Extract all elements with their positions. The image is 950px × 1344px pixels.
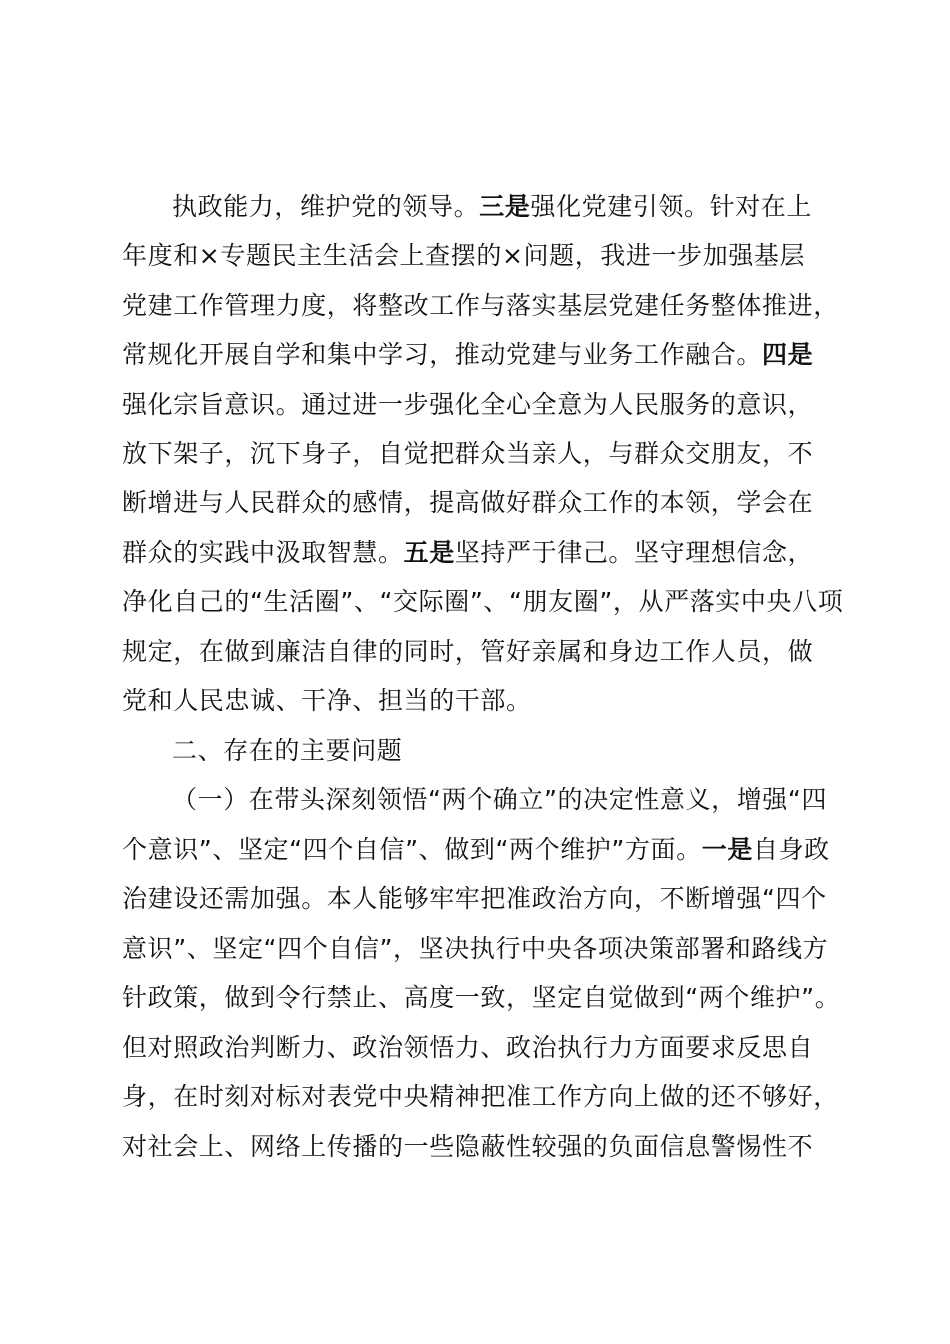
paragraph-line xyxy=(122,879,827,919)
paragraph-line xyxy=(122,929,828,969)
paragraph-line xyxy=(122,236,805,276)
paragraph-line xyxy=(122,632,813,672)
paragraph-line xyxy=(122,978,840,1018)
paragraph-line xyxy=(122,830,830,870)
text-run: 强化宗旨意识。通过进一步强化全心全意为人民服务的意识， xyxy=(122,390,814,419)
bold-keyword: 三是 xyxy=(479,192,531,221)
bold-keyword: 四是 xyxy=(762,340,814,369)
paragraph-line xyxy=(122,582,843,622)
paragraph-line xyxy=(122,335,813,375)
text-run: （一）在带头深刻领悟“两个确立”的决定性意义，增强“四 xyxy=(172,785,828,814)
text-run: 身，在时刻对标对表党中央精神把准工作方向上做的还不够好， xyxy=(122,1082,839,1111)
text-run: 党建工作管理力度，将整改工作与落实基层党建任务整体推进， xyxy=(122,291,839,320)
text-run: 对社会上、网络上传播的一些隐蔽性较强的负面信息警惕性不 xyxy=(122,1132,814,1161)
text-run: 年度和×专题民主生活会上查摆的×问题，我进一步加强基层 xyxy=(122,241,806,270)
text-run: 自身政 xyxy=(752,835,830,864)
text-run: 意识”、坚定“四个自信”，坚决执行中央各项决策部署和路线方 xyxy=(122,934,829,963)
text-run: 个意识”、坚定“四个自信”、做到“两个维护”方面。 xyxy=(122,835,702,864)
paragraph-line xyxy=(122,483,813,523)
text-run: 党和人民忠诚、干净、担当的干部。 xyxy=(122,686,532,715)
text-run: 二、存在的主要问题 xyxy=(172,736,403,765)
bold-keyword: 五是 xyxy=(403,538,455,567)
text-run: 断增进与人民群众的感情，提高做好群众工作的本领，学会在 xyxy=(122,488,814,517)
paragraph-line xyxy=(122,681,532,721)
text-run: 强化党建引领。针对在上 xyxy=(530,192,813,221)
bold-keyword: 一是 xyxy=(701,835,753,864)
text-run: 规定，在做到廉洁自律的同时，管好亲属和身边工作人员，做 xyxy=(122,637,814,666)
text-run: 常规化开展自学和集中学习，推动党建与业务工作融合。 xyxy=(122,340,763,369)
paragraph-line xyxy=(122,1077,839,1117)
text-run: 治建设还需加强。本人能够牢牢把准政治方向，不断增强“四个 xyxy=(122,884,827,913)
text-run: 坚持严于律己。坚守理想信念， xyxy=(454,538,814,567)
text-run: 净化自己的“生活圈”、“交际圈”、“朋友圈”，从严落实中央八项 xyxy=(122,587,844,616)
paragraph-line xyxy=(122,385,813,425)
text-run: 执政能力，维护党的领导。 xyxy=(172,192,480,221)
text-run: 但对照政治判断力、政治领悟力、政治执行力方面要求反思自 xyxy=(122,1033,814,1062)
text-run: 针政策，做到令行禁止、高度一致，坚定自觉做到“两个维护”。 xyxy=(122,983,841,1012)
paragraph-line xyxy=(122,533,813,573)
text-run: 放下架子，沉下身子，自觉把群众当亲人，与群众交朋友，不 xyxy=(122,439,814,468)
section-heading xyxy=(172,731,402,771)
text-run: 群众的实践中汲取智慧。 xyxy=(122,538,404,567)
paragraph-line xyxy=(122,434,813,474)
paragraph-line xyxy=(122,1127,813,1167)
paragraph-line xyxy=(122,1028,813,1068)
paragraph-line xyxy=(172,187,812,227)
subsection-heading-line xyxy=(172,780,827,820)
paragraph-line xyxy=(122,286,839,326)
